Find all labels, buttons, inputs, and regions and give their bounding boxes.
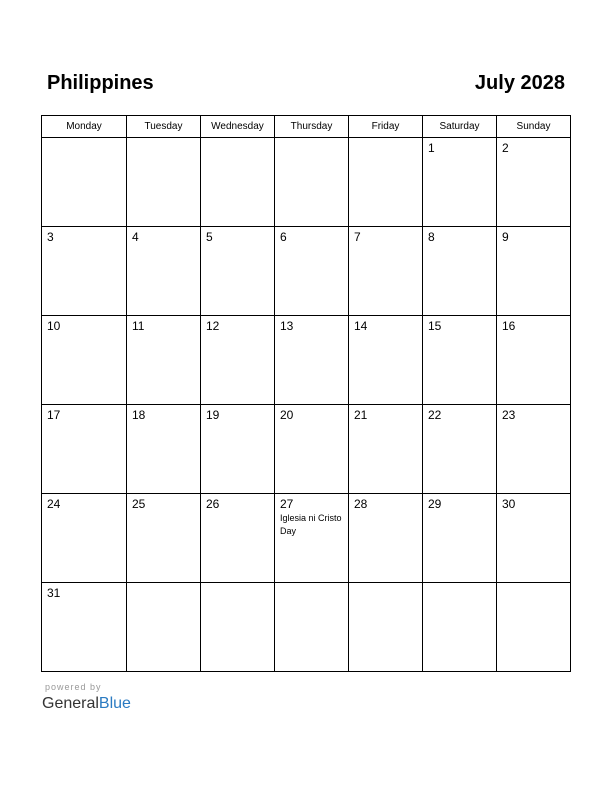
day-number: 14 <box>354 319 368 333</box>
day-number: 5 <box>206 230 213 244</box>
day-cell <box>275 316 349 405</box>
day-number: 2 <box>502 141 509 155</box>
day-cell <box>497 138 571 227</box>
day-number: 22 <box>428 408 442 422</box>
empty-day-cell <box>275 138 349 227</box>
weekday-header-row <box>42 116 571 138</box>
day-cell <box>423 405 497 494</box>
weekday-header: Wednesday <box>201 116 275 138</box>
day-cell <box>497 494 571 583</box>
day-number: 24 <box>47 497 61 511</box>
day-cell <box>201 227 275 316</box>
day-number: 8 <box>428 230 435 244</box>
empty-day-cell <box>275 583 349 672</box>
day-cell <box>275 227 349 316</box>
day-cell <box>497 316 571 405</box>
powered-by-label: powered by <box>45 682 102 692</box>
day-number: 11 <box>132 319 145 333</box>
day-cell <box>349 405 423 494</box>
day-number: 27 <box>280 497 294 511</box>
day-cell <box>127 227 201 316</box>
day-cell <box>349 494 423 583</box>
day-number: 25 <box>132 497 146 511</box>
empty-day-cell <box>127 583 201 672</box>
day-cell <box>423 494 497 583</box>
day-cell <box>201 405 275 494</box>
day-number: 29 <box>428 497 442 511</box>
day-number: 3 <box>47 230 54 244</box>
brand-blue-text: Blue <box>98 695 131 712</box>
day-number: 18 <box>132 408 146 422</box>
brand-general-text: General <box>42 695 99 712</box>
day-number: 17 <box>47 408 61 422</box>
week-row <box>42 583 571 672</box>
holiday-label: Iglesia ni Cristo Day <box>280 513 342 536</box>
day-number: 28 <box>354 497 368 511</box>
day-cell <box>42 583 127 672</box>
week-row <box>42 316 571 405</box>
day-number: 26 <box>206 497 220 511</box>
calendar-grid <box>41 115 571 672</box>
weekday-header: Thursday <box>275 116 349 138</box>
day-number: 19 <box>206 408 220 422</box>
empty-day-cell <box>497 583 571 672</box>
week-row <box>42 405 571 494</box>
weekday-header: Saturday <box>423 116 497 138</box>
empty-day-cell <box>201 138 275 227</box>
empty-day-cell <box>201 583 275 672</box>
day-cell <box>42 494 127 583</box>
day-cell <box>127 405 201 494</box>
day-cell <box>127 494 201 583</box>
day-number: 4 <box>132 230 139 244</box>
day-cell <box>42 227 127 316</box>
empty-day-cell <box>127 138 201 227</box>
day-cell <box>497 227 571 316</box>
week-row <box>42 494 571 583</box>
day-cell <box>423 227 497 316</box>
day-cell <box>349 316 423 405</box>
day-number: 31 <box>47 586 61 600</box>
day-cell <box>423 138 497 227</box>
week-row <box>42 227 571 316</box>
day-cell <box>275 494 349 583</box>
day-number: 1 <box>428 141 435 155</box>
day-cell <box>497 405 571 494</box>
day-number: 6 <box>280 230 287 244</box>
weekday-header: Monday <box>42 116 127 138</box>
day-cell <box>423 316 497 405</box>
empty-day-cell <box>349 583 423 672</box>
day-number: 16 <box>502 319 516 333</box>
week-row <box>42 138 571 227</box>
day-number: 30 <box>502 497 516 511</box>
day-number: 23 <box>502 408 516 422</box>
weekday-header: Friday <box>349 116 423 138</box>
day-number: 15 <box>428 319 442 333</box>
day-number: 13 <box>280 319 294 333</box>
day-number: 9 <box>502 230 509 244</box>
day-cell <box>201 494 275 583</box>
day-cell <box>127 316 201 405</box>
empty-day-cell <box>349 138 423 227</box>
empty-day-cell <box>423 583 497 672</box>
day-cell <box>349 227 423 316</box>
generalblue-logo[interactable] <box>42 694 131 714</box>
day-number: 10 <box>47 319 61 333</box>
month-title: July 2028 <box>474 72 565 94</box>
day-number: 21 <box>354 408 368 422</box>
weekday-header: Sunday <box>497 116 571 138</box>
day-cell <box>201 316 275 405</box>
day-cell <box>42 316 127 405</box>
calendar-weeks <box>42 138 571 672</box>
day-number: 12 <box>206 319 220 333</box>
country-title: Philippines <box>47 72 154 94</box>
day-cell <box>275 405 349 494</box>
day-cell <box>42 405 127 494</box>
day-number: 7 <box>354 230 361 244</box>
weekday-header: Tuesday <box>127 116 201 138</box>
empty-day-cell <box>42 138 127 227</box>
day-number: 20 <box>280 408 294 422</box>
